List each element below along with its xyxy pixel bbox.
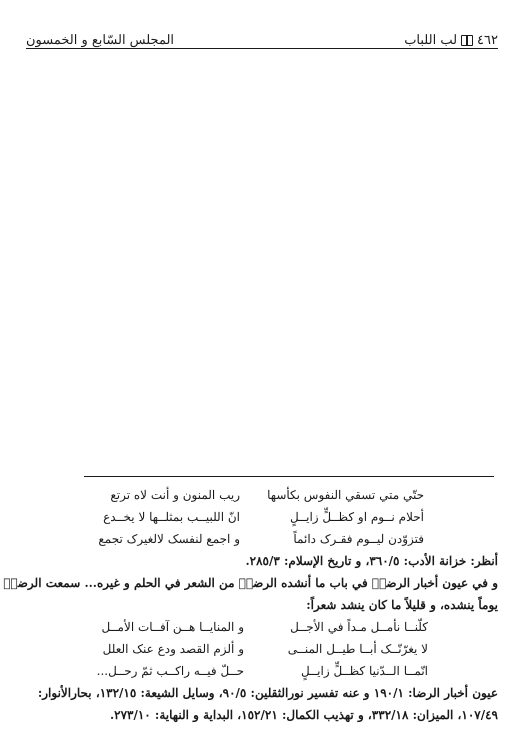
verse-hemistich-first: انّمــا الــدّنيا كظــلٍّ زايــلٍ — [301, 664, 428, 678]
reference-line: عيون أخبار الرضا: ١٩٠/١ و عنه تفسير نورالثقلين: ٩٠/٥، وسايل الشيعة: ١٣٢/١٥، بحارالأنوار: — [37, 686, 498, 700]
verse-hemistich-second: و ألزم القصد ودع عنک العلل — [102, 642, 244, 656]
verse-row — [26, 484, 498, 506]
reference-line: ١٠٧/٤٩، الميزان: ٣٣٢/١٨، و تهذيب الكمال: ١٥٢/٢١، البداية و النهاية: ٢٧٣/١٠. — [109, 708, 498, 722]
footnote-divider — [84, 476, 494, 477]
header-right-group — [404, 33, 498, 48]
verse-row — [26, 660, 498, 682]
book-icon — [461, 35, 473, 46]
book-title: لب اللباب — [404, 33, 458, 48]
verse-hemistich-second: ريب المنون و أنت لاه ترتع — [110, 488, 240, 502]
verse-hemistich-first: فتزوّدن ليــوم فقـرک دائماً — [293, 532, 424, 546]
reference-line: أنظر: خزانة الأدب: ٣٦٠/٥، و تاريخ الإسلام: ٢٨٥/٣. — [245, 554, 498, 568]
verse-hemistich-second: و اجمع لنفسک لالغيرک تجمع — [98, 532, 240, 546]
verse-hemistich-first: أحلام نــوم او كظــلٍّ زايــلٍ — [290, 510, 424, 524]
verse-hemistich-second: انّ اللبيــب بمثلــها لا يخــدع — [103, 510, 240, 524]
page-number: ٤٦٢ — [477, 33, 498, 48]
section-title: المجلس السّابع و الخمسون — [26, 33, 175, 48]
verse-hemistich-second: حــلّ فيــه راكــب ثمّ رحــل... — [96, 664, 244, 678]
verse-hemistich-second: و المنايــا هــن آفــات الأمــل — [101, 620, 244, 634]
verse-row — [26, 506, 498, 528]
verse-row — [26, 616, 498, 638]
running-header — [26, 22, 498, 49]
verse-hemistich-first: كلّنــا نأمــل مـداً في الأجــل — [290, 620, 428, 634]
verse-hemistich-first: لا يغرّنّــک أبــا طيــل المنــى — [287, 642, 428, 656]
footnotes — [3, 484, 498, 726]
intro-line: و في عيون أخبار الرضاؑ في باب ما أنشده الرضاؑ من الشعر في الحلم و غيره... سمعت الرضاؑ — [3, 576, 498, 590]
verse-row — [26, 638, 498, 660]
verse-row — [26, 528, 498, 550]
intro-line: يوماً ينشده، و قليلاً ما كان ينشد شعراً: — [306, 598, 498, 612]
verse-hemistich-first: حتّي متي تسقي النفوس بكأسها — [267, 488, 424, 502]
